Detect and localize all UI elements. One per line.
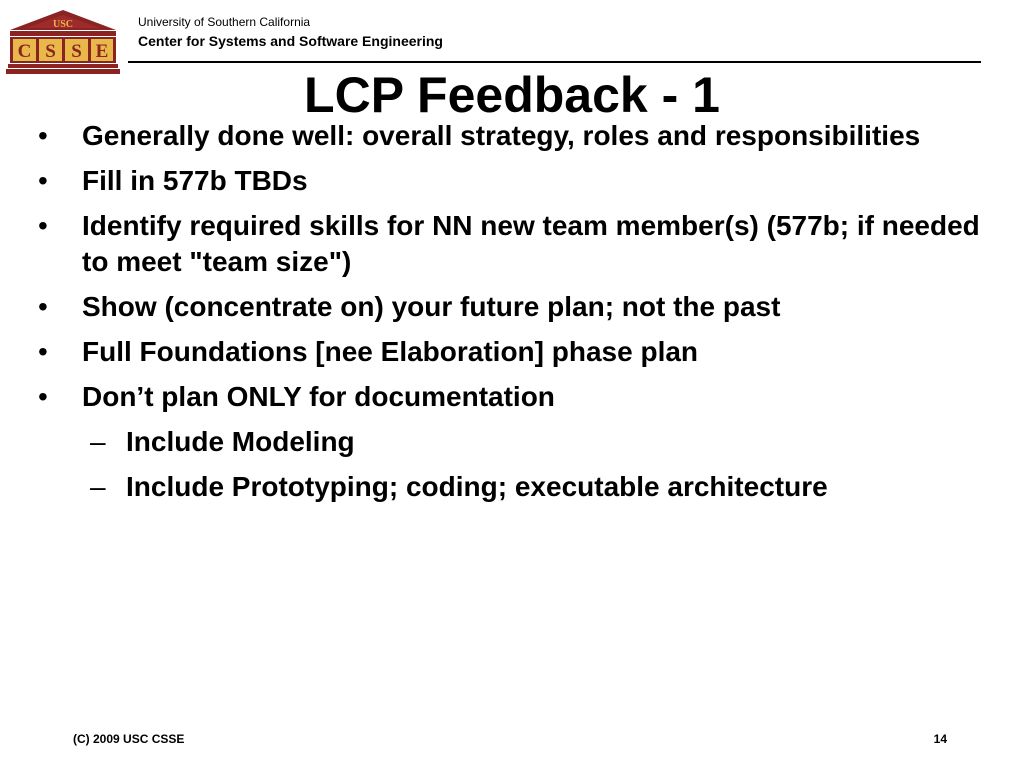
sub-bullet-marker: – — [90, 471, 106, 502]
header-divider — [128, 61, 981, 63]
bullet-marker: • — [38, 210, 48, 241]
bullet-text: Generally done well: overall strategy, roles and responsibilities — [82, 120, 921, 151]
slide-title: LCP Feedback - 1 — [304, 67, 720, 123]
sub-bullet-marker: – — [90, 426, 106, 457]
bullet-marker: • — [38, 165, 48, 196]
center-name: Center for Systems and Software Engineering — [138, 33, 443, 49]
bullet-item — [38, 208, 998, 280]
logo-beam — [10, 31, 116, 36]
bullet-text: Identify required skills for NN new team member(s) (577b; if needed to meet "team size") — [82, 210, 980, 277]
logo-letter-s1: S — [45, 41, 56, 62]
bullet-marker: • — [38, 336, 48, 367]
university-name: University of Southern California — [138, 15, 311, 29]
bullet-text: Don’t plan ONLY for documentation — [82, 381, 555, 412]
sub-bullet-item — [82, 424, 998, 460]
sub-bullet-text: Include Prototyping; coding; executable architecture — [126, 471, 828, 502]
footer-copyright: (C) 2009 USC CSSE — [73, 732, 185, 746]
bullet-text: Full Foundations [nee Elaboration] phase plan — [82, 336, 699, 367]
page-number: 14 — [933, 732, 947, 746]
sub-bullet-text: Include Modeling — [126, 426, 355, 457]
bullet-marker: • — [38, 120, 48, 151]
bullet-marker: • — [38, 291, 48, 322]
bullet-item — [38, 163, 998, 199]
bullet-item — [38, 289, 998, 325]
bullet-item — [38, 334, 998, 370]
bullet-item — [38, 118, 998, 154]
sub-bullet-item — [82, 469, 998, 505]
logo-usc-text: USC — [52, 19, 74, 30]
bullet-marker: • — [38, 381, 48, 412]
logo-letter-s2: S — [71, 41, 82, 62]
logo-letter-e: E — [95, 41, 109, 62]
logo-letter-c: C — [17, 41, 32, 62]
bullet-item — [38, 379, 998, 505]
bullet-text: Fill in 577b TBDs — [82, 165, 308, 196]
sub-bullet-list — [82, 424, 998, 505]
bullet-text: Show (concentrate on) your future plan; not the past — [82, 291, 781, 322]
bullet-list — [38, 118, 998, 514]
